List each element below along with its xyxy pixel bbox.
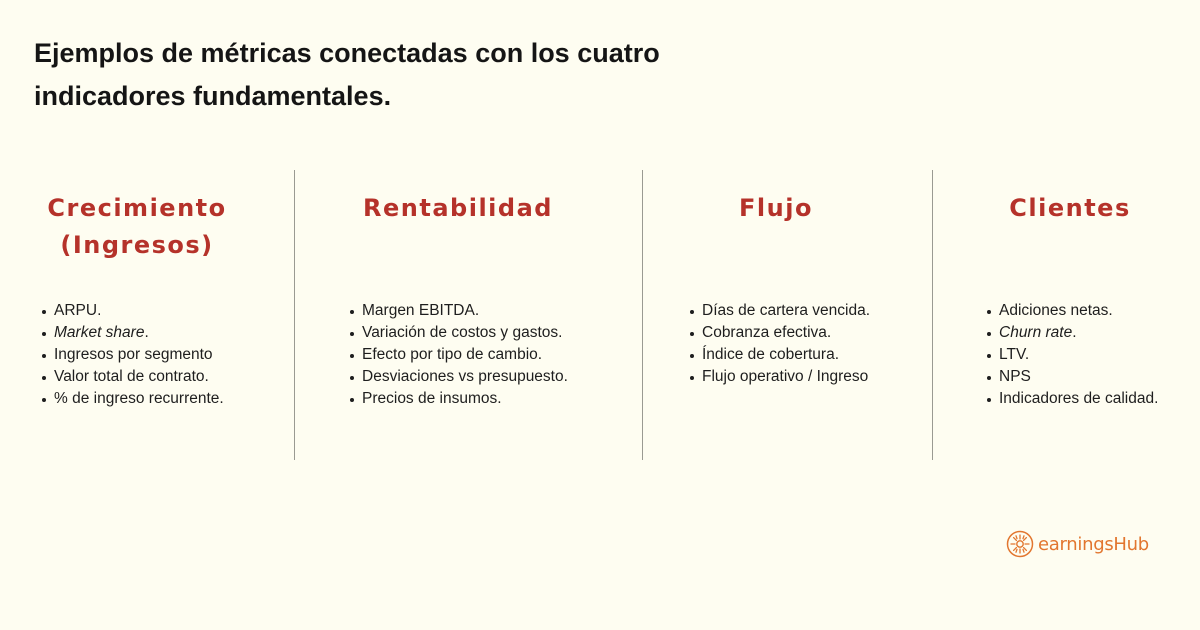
list-item: NPS: [985, 366, 1158, 388]
column-heading-line: Clientes: [1009, 194, 1131, 222]
column-heading: [40, 190, 234, 264]
list-item: Cobranza efectiva.: [688, 322, 870, 344]
list-item: Flujo operativo / Ingreso: [688, 366, 870, 388]
column-heading-line: (Ingresos): [60, 231, 214, 259]
list-item: Churn rate.: [985, 322, 1158, 344]
column-heading: [688, 190, 864, 227]
column-crecimiento: [40, 190, 234, 407]
list-item: Market share.: [40, 322, 224, 344]
list-item: Efecto por tipo de cambio.: [348, 344, 568, 366]
list-item: Margen EBITDA.: [348, 300, 568, 322]
metric-list: [985, 300, 1158, 410]
brand-name: earningsHub: [1038, 533, 1149, 555]
column-heading: [985, 190, 1155, 227]
metric-list: [348, 300, 568, 410]
column-flujo: [688, 190, 871, 385]
list-item: Ingresos por segmento: [40, 344, 224, 366]
metric-list: [40, 300, 224, 410]
earningshub-logo-icon: [1006, 530, 1034, 558]
list-item: Variación de costos y gastos.: [348, 322, 568, 344]
list-item: Desviaciones vs presupuesto.: [348, 366, 568, 388]
list-item: Adiciones netas.: [985, 300, 1158, 322]
list-item: Precios de insumos.: [348, 388, 568, 410]
column-clientes: [985, 190, 1159, 407]
list-item: Días de cartera vencida.: [688, 300, 870, 322]
list-item: Índice de cobertura.: [688, 344, 870, 366]
column-heading-line: Rentabilidad: [363, 194, 553, 222]
list-item: % de ingreso recurrente.: [40, 388, 224, 410]
metric-list: [688, 300, 870, 388]
column-rentabilidad: [348, 190, 568, 407]
column-divider: [642, 170, 643, 460]
list-item: Indicadores de calidad.: [985, 388, 1158, 410]
page-title: Ejemplos de métricas conectadas con los cuatro indicadores fundamentales.: [34, 38, 660, 111]
column-divider: [294, 170, 295, 460]
list-item: ARPU.: [40, 300, 224, 322]
list-item: LTV.: [985, 344, 1158, 366]
list-item: Valor total de contrato.: [40, 366, 224, 388]
brand-logo: [1006, 529, 1149, 559]
column-heading-line: Flujo: [739, 194, 813, 222]
column-heading: [348, 190, 568, 227]
column-heading-line: Crecimiento: [47, 194, 227, 222]
column-divider: [932, 170, 933, 460]
